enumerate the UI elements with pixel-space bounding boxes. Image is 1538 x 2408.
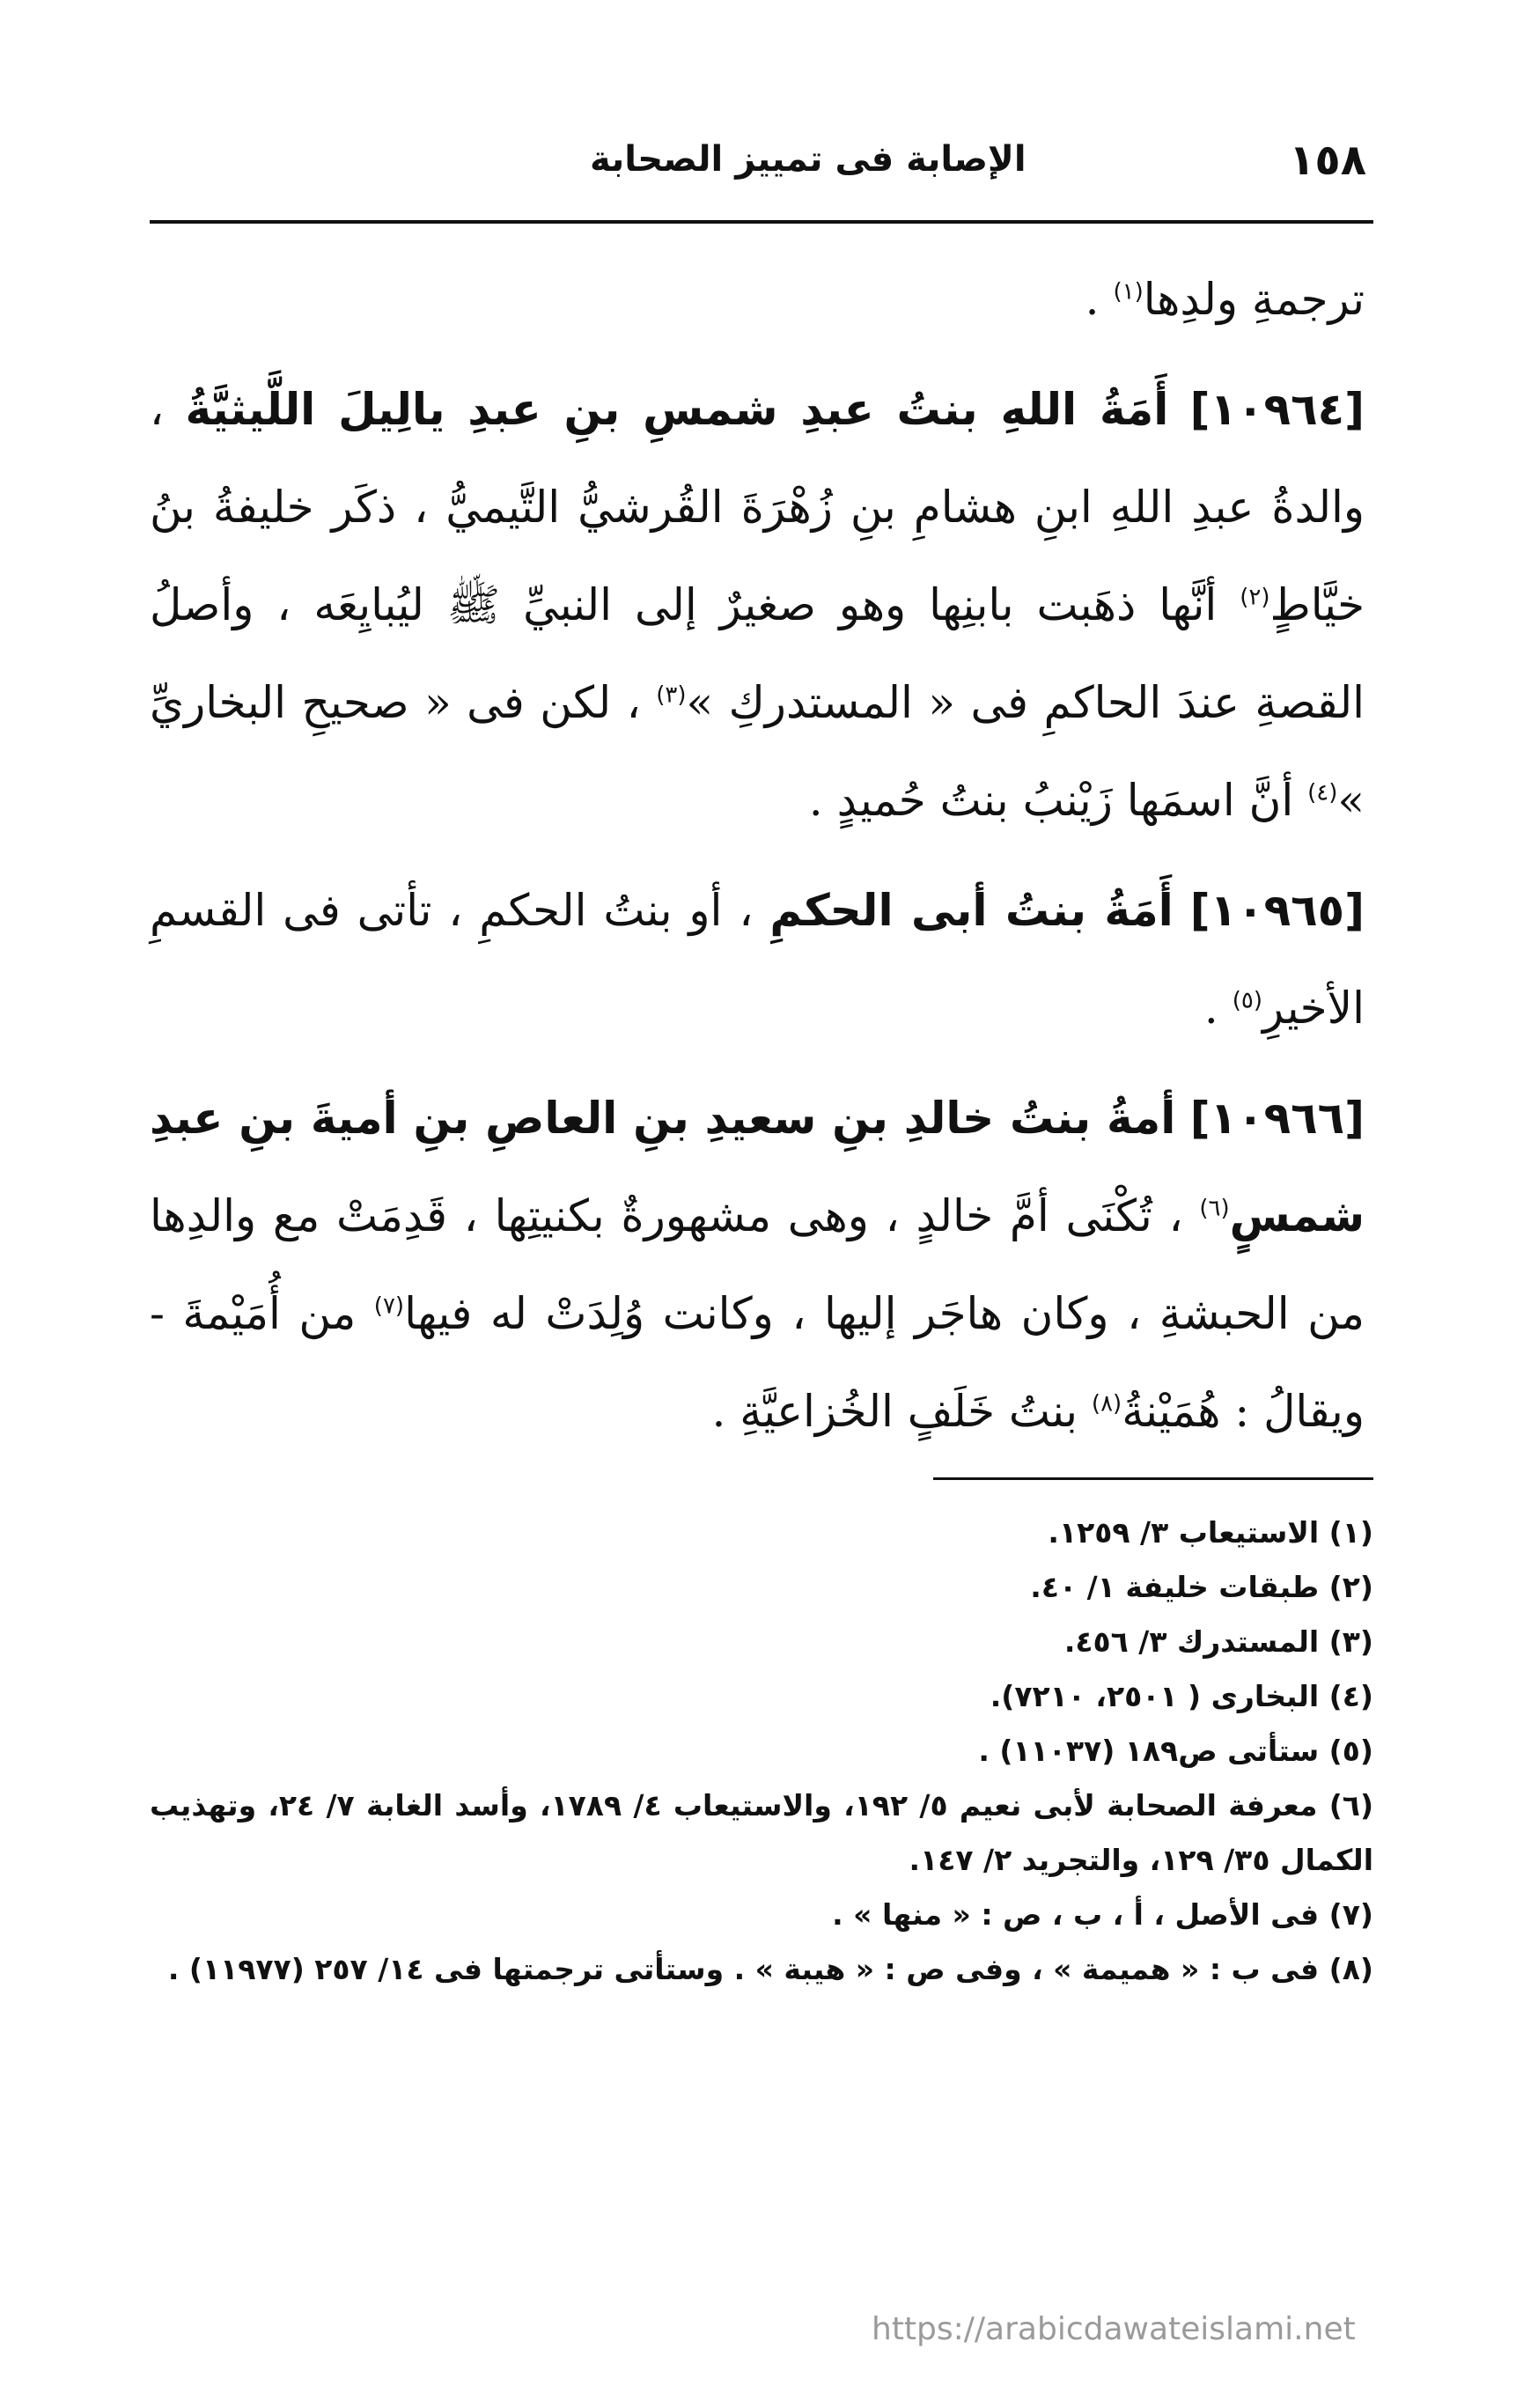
footnote-5: (٥) ستأتى ص١٨٩ (١١٠٣٧) . [978, 1734, 1373, 1768]
footnote-6: (٦) معرفة الصحابة لأبى نعيم ٥/ ١٩٢، والاستيعاب ٤/ ١٧٨٩، وأسد الغابة ٧/ ٢٤، وتهذيب الكمال ٣٥/ ١٢٩، والتجريد ٢/ ١٤٧. [150, 1788, 1374, 1877]
entry-number: [١٠٩٦٦] [1189, 1093, 1365, 1144]
entry-text: أنَّ اسمَها زَيْنبُ بنتُ حُميدٍ . [808, 775, 1308, 826]
footnote-ref: (٨) [1091, 1390, 1122, 1418]
entry-text: ، أو بنتُ الحكمِ ، تأتى فى القسمِ الأخيرِ [150, 885, 1365, 1034]
entry-10964 [150, 361, 1365, 850]
entry-10966 [150, 1070, 1365, 1461]
entry-name: أَمَةُ بنتُ أبى الحكمِ [769, 885, 1174, 936]
footnote-7: (٧) فى الأصل ، أ ، ب ، ص : « منها » . [832, 1897, 1373, 1932]
book-title: الإصابة فى تمييز الصحابة [590, 139, 1027, 180]
footnote-8: (٨) فى ب : « هميمة » ، وفى ص : « هيبة » . وستأتى ترجمتها فى ١٤/ ٢٥٧ (١١٩٧٧) . [167, 1952, 1373, 1986]
entry-number: [١٠٩٦٥] [1189, 885, 1365, 936]
footnote-4: (٤) البخارى ( ٢٥٠١، ٧٢١٠). [990, 1679, 1373, 1713]
footnote-1: (١) الاستيعاب ٣/ ١٢٥٩. [1048, 1515, 1373, 1550]
entry-text: ، تُكْنَى أمَّ خالدٍ ، وهى مشهورةٌ بكنيتِها ، قَدِمَتْ مع والدِها من الحبشةِ ، وكان هاجَر إليها ، وكانت وُلِدَتْ له فيها [150, 1190, 1365, 1339]
footnote-ref: (٦) [1199, 1195, 1230, 1222]
footnote-rule [933, 1477, 1373, 1480]
page-number: ١٥٨ [1289, 136, 1366, 185]
watermark-url: https://arabicdawateislami.net [872, 2311, 1356, 2347]
footnote-ref: (٢) [1240, 584, 1270, 611]
intro-end: . [1085, 274, 1114, 325]
footnote-ref: (٣) [656, 681, 687, 709]
footnote-ref: (٤) [1307, 779, 1338, 806]
intro-text: ترجمةِ ولدِها [1143, 274, 1365, 325]
entry-text: . [1203, 983, 1233, 1034]
header-rule [150, 220, 1373, 224]
entry-name: أَمَةُ اللهِ بنتُ عبدِ شمسِ بنِ عبدِ يالِيلَ اللَّيثيَّةُ [185, 384, 1169, 435]
entry-text: ، لكن فى « صحيحِ البخاريِّ » [150, 677, 1365, 826]
running-header [150, 132, 1382, 194]
entry-text: بنتُ خَلَفٍ الخُزاعيَّةِ . [711, 1386, 1092, 1437]
footnote-ref: (١) [1113, 278, 1144, 306]
entry-10965 [150, 862, 1365, 1057]
footnote-3: (٣) المستدرك ٣/ ٤٥٦. [1063, 1624, 1373, 1659]
footnote-ref: (٧) [373, 1292, 405, 1320]
entry-name: أمةُ بنتُ خالدِ بنِ سعيدِ بنِ العاصِ بنِ أميةَ بنِ عبدِ شمسٍ [150, 1093, 1365, 1241]
main-text [150, 251, 1365, 1473]
entry-text: أنَّها ذهَبت بابنِها وهو صغيرٌ إلى النبيِّ ﷺ ليُبايِعَه ، وأصلُ القصةِ عندَ الحاكمِ فى « المستدركِ » [150, 579, 1365, 728]
footnote-2: (٢) طبقات خليفة ١/ ٤٠. [1030, 1570, 1373, 1604]
entry-number: [١٠٩٦٤] [1189, 384, 1365, 435]
entry-text: ، والدةُ عبدِ اللهِ ابنِ هشامِ بنِ زُهْرَةَ القُرشيُّ التَّيميُّ ، ذكَر خليفةُ بنُ خيَّاطٍ [150, 384, 1365, 630]
footnote-ref: (٥) [1232, 987, 1262, 1014]
footnotes [150, 1506, 1373, 1997]
entry-text: من أُمَيْمةَ - ويقالُ : هُمَيْنةُ [150, 1288, 1365, 1437]
intro-paragraph [150, 251, 1365, 349]
